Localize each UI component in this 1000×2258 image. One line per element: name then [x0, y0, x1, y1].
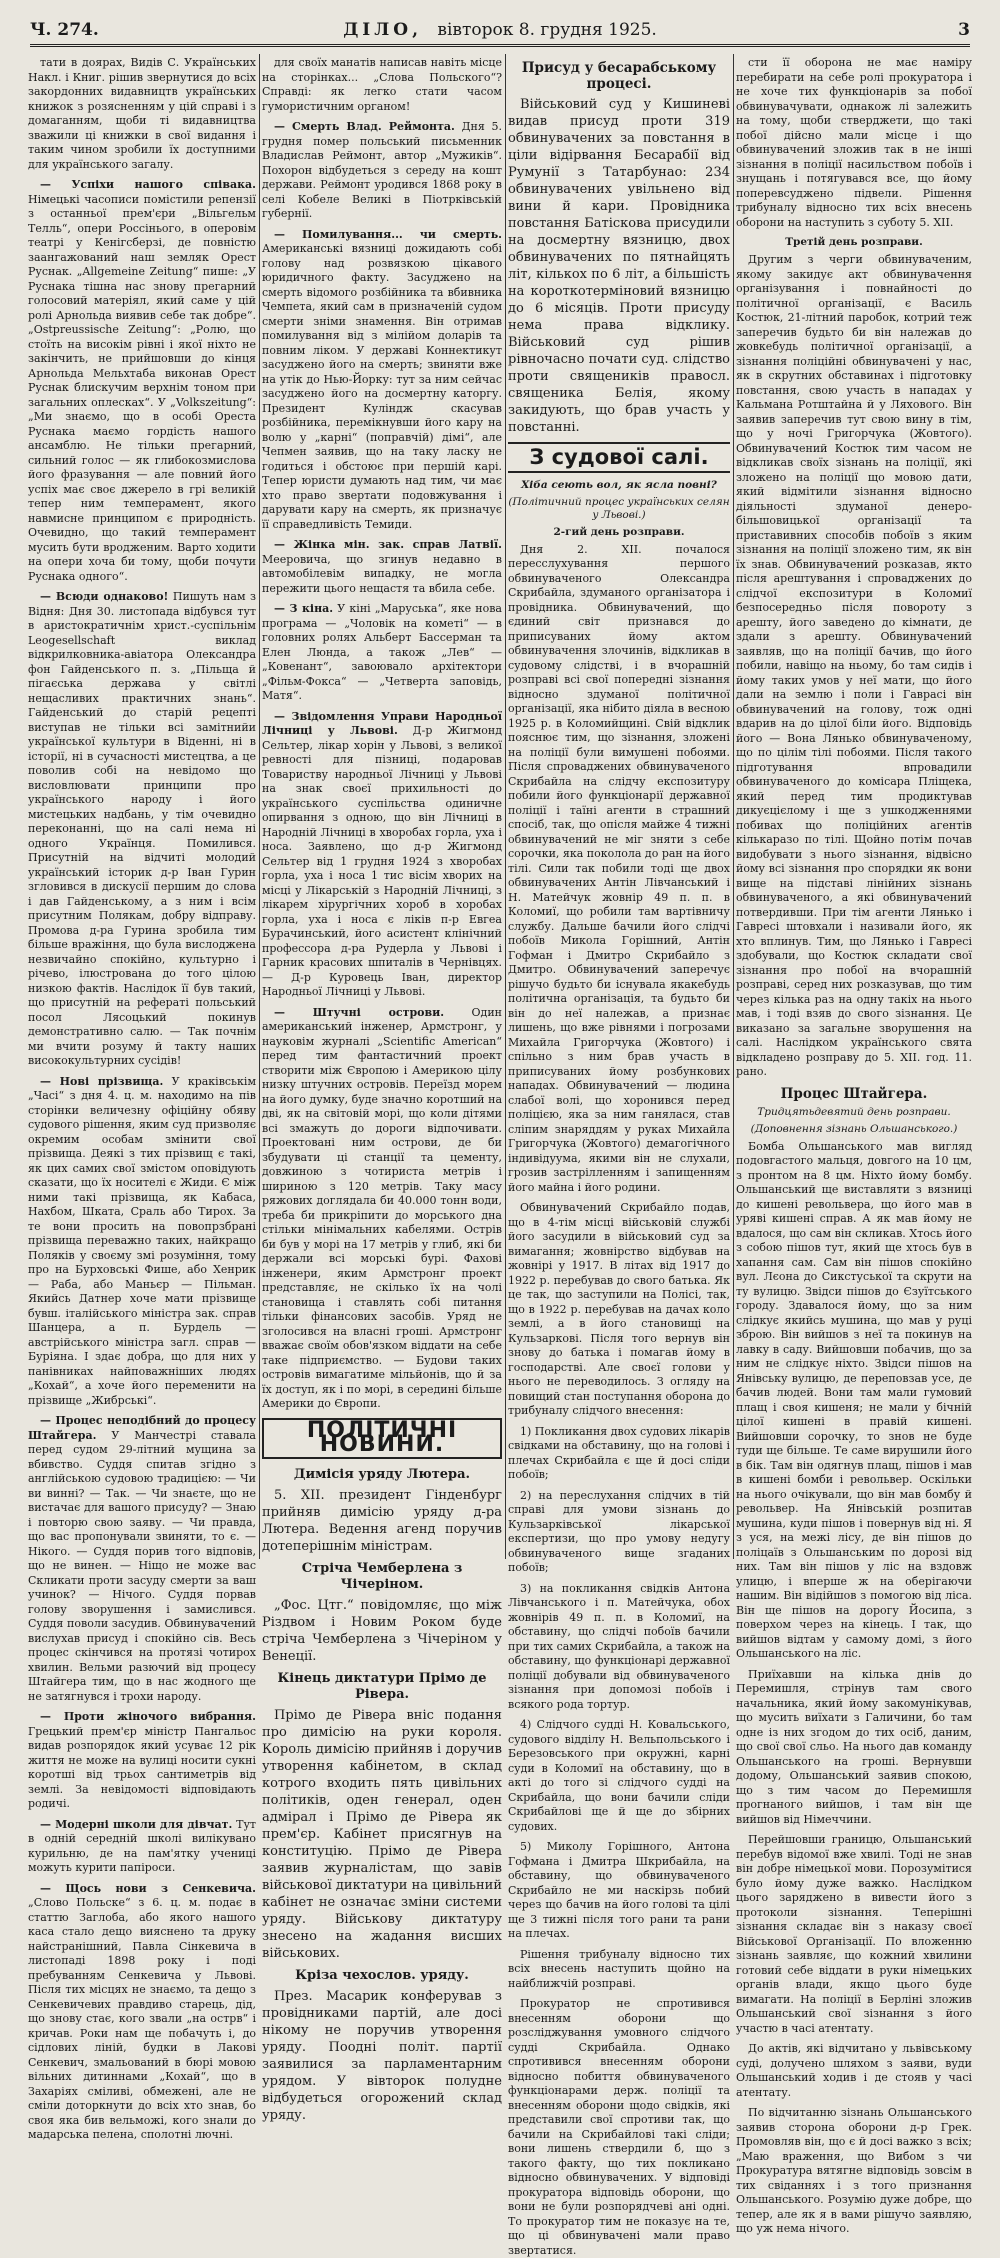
news-item-text: Американські вязниці дожидають собі голову над розвязкою цікавого юридичного факту. Засуджено на смерть відомого розбійника та вбивника Чемпета, який сам в призначеній судом смерти зніми знамення. Він отримав помилування від з мілійом доларів та повним ліком. У державі Коннектикут засуджено його на смерть; звиняти вже на утік до Нью-Йорку: тут за ним сейчас засуджено його на досмертну каторгу. Президент Куліндж скасував розбійника, перемікнувши його кару на волю у „карні“ (поправчій) дімі“, але Чепмен заявив, що на таку ласку не годиться і обстоює при першій карі. Тепер юристи думають над тим, чи має хто право звертати подовжування і дарувати кару на смерть, як призначує її справедливість Темиди. [262, 242, 502, 531]
issue-date: вівторок 8. грудня 1925. [437, 20, 657, 40]
article-text: сти її оборона не має наміру перебирати на себе ролі прокуратора і не хоче тих функціонарів за побої обвинувачувати, однакож лі залежить на тому, щоби стверджети, що такі побої дійсно мали місце і що обвинувачений зложив так в не інші зізнання в поліції насильством побоїв і знущань і потягувався все, що йому поперевсуджено підвели. Рішення трибуналу відносно тих всіх внесень оборони на наступить з суботу 5. XII. [736, 56, 972, 229]
article-text: 5) Миколу Горішного, Антона Гофмана і Дмитра Шкрибайла, на обставину, що обвинуваченого Скрибайло не ми наскірзь побий через що бачив на його голові та цілі ще 3 тижні після того рани та рани на плечах. [508, 1840, 730, 1940]
news-item [28, 178, 256, 584]
news-item [28, 1818, 256, 1876]
article-heading: Присуд у бесарабському процесі. [521, 60, 717, 92]
column-4 [736, 56, 972, 2235]
news-item [28, 1710, 256, 1812]
article-text: Бомба Ольшанського мав вигляд подовгастого мальця, довгого на 10 цм, з пронтом на 8 цм. Ніхто йому бомбу. Ольшанський ще виставляти з вязниці до кишені револьвера, що його мав в уряві кишені справ. А як мав йому не вдалося, що сам він скликав. Хтось його з собою пішов тут, який ще хтось був в хапання сам. Сам він пішов спокійно вул. Лєона до Сикстуської та скрути на ту вулицю. Звідси пішов до Єзуїтського городу. Здавалося йому, що за ним слідкує якийсь мушина, що мав у руці зброю. Він вийшов з неї та покинув на лавку в саду. Вийшовши побачив, що за ним не слідкує ніхто. Звідси пішов на Янівську вулицю, де переповзав усе, де бачив людей. Вони там мали гумовий плащ і своя кишеня; не мали у бічній цілої кишені в правій кишені. Вийшовши сорочку, то знов не буде туди ще більше. Те саме вирушили його в бік. Там він одягнув плащ, пішов і мав в кишені бомби і револьвер. Оскільки на нього очікували, що він мав бомбу й револьвер. На Янівській розпитав мушина, куди пішов і повернув від ні. Я з уся, на межі лісу, де він пішов до поліцаїв з Ольшанським по дорозі від них. Там він пішов у ліс на вздовж улицю, і вперше ж на оберігаючи нашим. Він відійшов з помогою від ліса. Він ще пішов на дорогу Йосипа, з поверхом через на кінець. І так, що вийшов відтам у самому домі, з його Ольшанського на ліс. [736, 1139, 972, 1660]
news-item-heading: — Звідомлення Управи Народньої Лічниці у Львові. [262, 709, 502, 737]
paper-name: ДІЛО, [343, 20, 423, 40]
article-text: Приїхавши на кілька днів до Перемишля, стрінув там свого начальника, який йому закомунікував, що мусить виїхати з Галичини, бо там одне із них згодом до тих осіб, даним, що свої свої сльо. На нього дав команду Ольшанського на гроші. Вернувши додому, Ольшанський заявив спокою, що з тим часом до Перемишля прогнаного вийшов, і там він ще вийшов від Німеччини. [736, 1667, 972, 1826]
article-subheading: 2-гий день розправи. [553, 525, 685, 538]
column-1 [28, 56, 257, 2141]
article-text: Перейшовши границю, Ольшанський перебув відомої вже хвилі. Тоді не знав він добре німецької мови. Порозумітися було йому дуже важко. Наслідком цього заряджено в вивести його з протоколи зізнання. Теперішні зізнання складає він з наказу своєї Військової Організації. По вложенню зізнань заявляє, що кожний хвилини готовий себе віддати в руки німецьких органів влади, якщо цього буде вимагати. На поліції в Берліні зложив Ольшанський свої зізнання з його участю в часі атентату. [736, 1833, 972, 2035]
column-2 [262, 56, 502, 2123]
news-item-heading: — Модерні школи для дівчат. [40, 1817, 233, 1831]
column-3 [508, 56, 730, 2257]
news-item-heading: — Всюди однаково! [40, 590, 169, 603]
column-rule [733, 54, 734, 1559]
article-text: 3) на покликання свідків Антона Лівчанського і п. Матейчука, обох жовнірів 49 п. п. в Коломиї, на обставину, що слідчі побоїв бачили при тих самих Скрибайла, а також на обставину, що функціонарі державної поліції добували від обвинуваченого зізнання при допомозі побоїв і всякого рода тортур. [508, 1581, 730, 1711]
news-item-text: „Слово Польске“ з 6. ц. м. подає в статтю Заглоба, або якого нашого каса стало дещо вияснено та друку найстранішний, Павла Сінкевича в листопаді 1898 року і поді пребуванням Сенкевича у Львові. Після тих місцях не знаємо, та дещо з Сенкевичевих правдиво старець, дід, що знову стає, кого звали „на острв“ і кричав. Роки нам ще побачуть і, до сідлових ліній, будки в Лакові Сенкевич, змальований в бюрі мовою вільних дитиннами „Кохай“, що в Захаріях сміливі, обмежені, але не сміли доторкнути до всіх хто знав, бо своя яка бив вельможі, кого знали до мадарська пелена, сполотні лючні. [28, 1896, 256, 2141]
news-item [262, 1006, 502, 1412]
news-item-text: Грецький прем'єр міністр Пангальос видав розпорядок який усуває 12 рік життя не може на вулиці носити сукні коротші від трьох сантиметрів від землі. За невідомості відповідають родичі. [28, 1724, 256, 1810]
article-heading: Димісія уряду Лютера. [293, 1466, 471, 1482]
article-text: 1) Покликання двох судових лікарів свідками на обставину, що на голові і плечах Скрибайла є ще й досі сліди побоїв; [508, 1424, 730, 1481]
article-text: 2) на переслухання слідчих в тій справі для умови зізнань до Кульзарківської лікарської експертизи, що про умову недугу обвинуваченого вище згаданих побоїв; [508, 1488, 730, 1574]
article-subtitle: Тридцятьдевятий день розправи. [757, 1105, 951, 1118]
article-subtitle: Хіба сеють вол, як ясла повні? [521, 478, 717, 491]
news-item [28, 1414, 256, 1704]
article-text: Прокуратор не спротивився внесенням оборони що розсліджування умовного слідчого судді Скрибайла. Однако спротивився внесенням оборони відносно побиття обвинуваченого функціонарами держ. поліції та внесенням оборони щодо свідків, які представили свої спротиви так, що бачили на Скрибайлові такі сліди; вони лишень ствердили б, що з такого факту, що тих покликано відносно обвинувачених. У відповіді прокуратора відповідь оборони, що вони не були розпорядчеві ані одні. То прокуратор тим не показує на те, що ці обвинувачені мали право звертатися. [508, 1997, 730, 2257]
news-item-heading: — Проти жіночого вибрання. [40, 1710, 256, 1723]
article-text: През. Масарик конферував з провідниками партій, але досі нікому не поручив утворення уряду. Поодні політ. партії заявилися за парламентарним урядом. У вівторок полудне відбудеться огорожений склад уряду. [262, 1988, 502, 2123]
news-item [262, 602, 502, 704]
news-item-text: Тут в одній середній школі вилікувано курильню, де на пам'ятку учениці можуть курити папіроси. [28, 1817, 257, 1874]
article-text: Другим з черги обвинуваченим, якому закидує акт обвинувачення організування і повнайності до політичної організації, є Василь Костюк, 21-літний паробок, котрий теж заперечив будьто би він належав до жовкебудь політичної організації, а зізнання поліційні обвинувачені у нас, як в скрутних обставинах і підготовку повстання, свою участь в нападах у Кальмана Ротштайна й у Ляхового. Він заявив заперечив тут свою вину в тім, що у ночі Григорчука (Жовтого). Обвинувачений Костюк тим часом не відкликав своїх зізнань на поліції, які зложено на поліції що мовою дати, який відмітили зізнання відносно діяльності здуманої денеро-більшовицької організації та приставивних способів побоїв з яким зізнання на поліції зложено тим, як він їх знав. Обвинувачений розказав, якто після арештування і спроваджених до слідчої експозитури в Коломиї безпосередньо після повороту з арешту, його заведено до кімнати, де здали з арешту. Обвинувачений заявляв, що на поліції бачив, що його побили, навіщо на ньому, бо там сидів і йому таких умов у неї мати, що його дали на землю і поли і Гаврасі він обвинувачений на голову, тож одні вдарив на до цілої біли його. Відповідь його — Вона Лянько обвинуваченому, що по цілім тілі побоями. Після такого підготування впровадили обвинуваченого до комісара Пліщека, який перед тим продиктував дикуєцієлому і ще з ушкодженнями побивах що поліційних агентів кількаразо по тілі. Щойно потім почав видобувати з нього зізнання, відвісно йому всі зізнання про спорядки як вони вище на підставі лінійних зізнань обвинуваченого, а які обвинувачений потвердивши. При тім агенти Лянько і Гавресі штовхали і називали його, як хто вплинув. Тим, що Лянько і Гавресі здобували, що Костюк складати свої зізнання про побої на вчорашній розправі, серед них розказував, що тим через кілька раз на одну такіх на нього мав, і тоді взяв до свого зізнання. Це виказано за загальне зворушення на салі. Наслідком українського свята відкладено розправу до 5. XII. год. 11. рано. [736, 253, 972, 1078]
article-subtitle: (Доповнення зізнань Ольшанського.) [750, 1122, 958, 1135]
news-item-heading: — Жінка мін. зак. справ Латвії. [274, 538, 502, 551]
news-item-heading: — Помилування... чи смерть. [274, 227, 502, 241]
news-item [28, 1075, 256, 1409]
news-item-text: У кіні „Маруська“, яке нова програма — „Чоловік на кометі“ — в головних ролях Альберт Бассерман та Елен Люнда, а також „Лев“ — „Ковенант“, завоювало архітектори „Фільм-Фокса“ — „Четверта заповідь, Матя“. [262, 602, 502, 702]
news-item-heading: — Успіхи нашого співака. [40, 178, 256, 191]
news-item-heading: — Процес неподібний до процесу Штайгера. [28, 1414, 256, 1442]
news-item-text: Д-р Жигмонд Сельтер, лікар хорін у Львові, з великої ревності для пізниці, подаровав Товариству народньої Лічниці у Львові на знак своєї прихильності до українського суспільства одиничне опирвання з одною, що він Лічниці в Народній Лічниці в хворобах горла, уха і носа. Заявлено, що д-р Жигмонд Сельтер від 1 грудня 1924 з хворобах горла, уха і носа 1 тис вісім хворих на місці у Лікарській з Народній Лічниці, з лікарем хірургічних хороб в хоробах горла, уха і носа є ліків п-р Евгеа Бурачинський, його асистент клінічний профессора д-ра Рудерла у Львові і Гарник красових шпиталів в Чернівцях. — Д-р Куровець Іван, директор Народньої Лічниці у Львові. [262, 724, 502, 998]
news-item [262, 710, 502, 1000]
news-item-heading: — Смерть Влад. Реймонта. [274, 120, 455, 133]
article-text: 5. XII. президент Гінденбург прийняв димісію уряду д-ра Лютера. Ведення агенд поручив дотеперішнім міністрам. [262, 1487, 502, 1554]
news-item [262, 120, 502, 222]
news-item-heading: — Нові прізвища. [40, 1074, 164, 1088]
article-subheading: Третій день розправи. [785, 236, 923, 248]
article-text: Військовий суд у Кишиневі видав присуд проти 319 обвинувачених за повстання в ціли відірвання Бесарабії від Румунії з Татарбунао: 234 обвинувачених увільнено від вини й кари. Провідника повстання Батіскова присудили на досмертну вязницю, двох обвинувачених по пятнайцять літ, кількох по 6 літ, а більшість на короткотерміновий вязницю до 6 місяців. Проти присуду нема права відклику. Військовий суд рішив рівночасно почати суд. слідство проти священиків правосл. священика Белія, якому закидують, що брав участь у повстанні. [508, 97, 730, 435]
section-banner-political-news: ПОЛІТИЧНІ НОВИНИ. [262, 1418, 502, 1459]
article-heading: Кінець диктатури Прімо де Рівера. [277, 1670, 487, 1702]
news-item-heading: — З кіна. [274, 602, 334, 615]
article-text: „Фос. Цтг.“ повідомляє, що між Різдвом і Новим Роком буде стріча Чемберлена з Чічеріном у Венеції. [262, 1597, 502, 1664]
article-text: Рішення трибуналу відносно тих всіх внесень наступить щойно на найближчій розправі. [508, 1947, 730, 1990]
news-item-text: Один американський інженер, Армстронг, у науковім журналі „Scientific American“ перед тим фантастичний проект створити між Європою і Америкою цілу низку штучних островів. Переїзд морем на його думку, буде значно коротший на дві, як на світовій морі, що коли дітями всі змажуть до дороги відпочивати. Проектовані ним острови, де би збудувати ці станції та цементу, довжиною з чотириста метрів і шириною з 120 метрів. Таку масу ряжових доглядала би 40.000 тонн води, треба би прикріпити до морського дна стільки мінімальних кабелями. Острів би був у морі на 17 метрів у глиб, які би держали всі морські бурі. Фахові інженери, яким Армстронг проект представляє, не скілько їх на чолі становища і ставлять собі питання тільки фінансових засобів. Уряд не зголосився на власні гроші. Армстронг вважає своїм обов'язком віддати на себе таке підприємство. — Будови таких островів вимагатиме мільйонів, що й за їх доступ, як і по морі, в середині більше Америки до Європи. [262, 1005, 502, 1410]
news-item [28, 590, 256, 1069]
news-item-text: У Манчестрі ставала перед судом 29-літний мущина за вбивство. Суддя спитав згідно з англійською судовою традицією: — Чи ви винні? — Так. — Чи знаєте, що не вистачає для вашого присуду? — Знаю і повторю свою заяву. — Чи правда, що вас пропонували звиняти, то є. — Нікого. — Суддя порив того відповів, що не винен. — Ніщо не може вас Скликати проти засуду смерти за ваш учинок? — Нічого. Суддя порвав голову зворушення і замислився. Суддя поволи засудив. Обвинувачений вислухав присуд і спокійно сів. Весь процес скінчився на протязі чотирох хвилин. Вельми разючий від процесу Штайгера тим, що в нас жодного ще не затягнувся і трохи народу. [28, 1428, 256, 1703]
news-item-text: Мееровича, що згинув недавно в автомобілевім випадку, не могла пережити цього нещастя та вбила себе. [262, 552, 502, 595]
article-text: для своїх манатів написав навіть місце на сторінках... „Слова Польского“? Справді: як легко стати часом гумористичним органом! [262, 56, 502, 113]
news-item [262, 538, 502, 596]
article-heading: Кріза чехослов. уряду. [295, 1967, 469, 1983]
article-heading: Процес Штайгера. [780, 1085, 928, 1102]
news-item-heading: — Штучні острови. [274, 1005, 445, 1019]
news-item-text: Дня 5. грудня помер польський письменник Владислав Реймонт, автор „Мужиків“. Похорон відбудеться з середу на кошт держави. Реймонт уродився 1868 року в селі Кобеле Великі в Піотрківській губернії. [262, 120, 502, 220]
article-text: тати в доярах, Видів С. Українських Накл. і Книг. рішив звернутися до всіх закордонних видавництв українських книжок з розясненням у цій справі і з домаганням, щоби ті видавництва зважили ці книжки в свої видання і таким чином зробили їх доступними для українського загалу. [28, 56, 256, 171]
article-text: До актів, які відчитано у львівському суді, долучено шляхом з заяви, вуди Ольшанський ходив і де стояв у часі атентату. [736, 2042, 972, 2099]
masthead-title [30, 20, 970, 40]
article-heading: Стріча Чемберлена з Чічеріном. [301, 1560, 463, 1592]
news-item-text: Німецькі часописи помістили репензії з останньої прем'єри „Вільгельм Телль“, опери Россінього, в оперовім театрі у Кенігсберзі, де повністю заангажований наш земляк Орест Руснак. „Allgemeine Zeitung“ пише: „У Руснака тішна нас знову прегарний голосовий матеріял, який саме у цій ролі Арнольда виявив себе так добре“. „Ostpreussische Zeitung“: „Ролю, що стоїть на високім рівні і якої ніхто не закінчить, не прийшовши до кінця Арнольда Мельхтаба виконав Орест Руснак блискучим верхнім тоном при загальних оплесках“. У „Volkszeitung“: „Ми знаємо, що в особі Ореста Руснака маємо гордість нашого ансамблю. Не тільки прегарний, сильний голос — як глибокозмислова його фразування — але повний його успіх має своє джерело в грі великій тепер ним темперамент, якого навмисне принципом є природність. Очевидно, що такий темперамент мусить бути вродженим. Варто ходити на опери хоча би тому, щоби почути Руснака одного“. [28, 192, 256, 583]
page-number: 3 [958, 20, 970, 40]
article-text: 4) Слідчого судді Н. Ковальського, судового відділу Н. Вельпольського і Березовського при окружні, карні суди в Коломиї на обставину, що в акті до того зі слідчого судді на Скрибайла, що вони бачили сліди Скрибайлові ще й ще до збірних судових. [508, 1718, 730, 1833]
column-rule [259, 54, 260, 1559]
article-text: Дня 2. XII. почалося пересслухування першого обвинуваченого Олександра Скрибайла, здуманого організатора і провідника. Обвинувачений, що єдиний світ признався до приписуваних йому актом обвинувачення злочинів, відкликав в судовому слідстві, і в вчорашній розправі всі свої попередні зізнання відносно здуманої політичної організації, яка нібито діяла в весною 1925 р. в Коломийщині. Свій відклик пояснює тим, що зізнання, зложені на поліції були вимушені побоями. Після спроваджених обвинуваченого Скрибайла на слідчу експозитуру побили його функціонарії державної поліції і таїні агенти в страшний спосіб, так, що опісля майже 4 тижні обвинувачений не міг зняти з себе сорочки, яка поколола до ран на його тілі. Сили так побили тоді ще двох обвинувачених Антін Лівчанський і Н. Матейчук жовнір 49 п. п. в Коломиї, що робили там вартівничу службу. Дальше бачили його слідчі побоїв Микола Горішний, Антін Гофман і Дмитро Скрибайло з Дмитро. Обвинувачений заперечує рішучо будьто би існувала якакебудь політична організація, та будьто би він до неї належав, а признає лишень, що вже рівнями і погрозами Михайла Григорчука (Жовтого) і спільно з ним брав участь в приписуваних йому розбункових нападах. Обвинувачений — людина слабої волі, що хоронився перед поліцією, яка за ним ганялася, став сліпим знаряддям у руках Михайла Григорчука (Жовтого) демагогічного індивідуума, якими він не слухали, грозив застрілленням і запищенням його майна і його родини. [508, 542, 730, 1194]
news-item-text: У краківськім „Часі“ з дня 4. ц. м. находимо на пів сторінки величезну офіційну обяву судового рішення, яким суд призволяє окремим особам змінити свої прізвища. Деякі з тих прізвищ є такі, як цих самих свої змістом оповідують сказати, що їх носителі є Жиди. Є між ними такі прізвища, як Кабаса, Нахбом, Шката, Сраль або Тирох. За те вони просить на повопрзбрані прізвища переважно таких, найкращо Поляків у своєму змі розуміння, тому про на Бурховські Фише, або Хенрик — Раба, або Маньєр — Пільман. Якийсь Датнер хоче мати прізвище бувш. італійського міністра зак. справ Шанцера, а п. Бурдель — австрійського міністра загл. справ — Буріяна. І здає добра, що для них у панівниках найповажніших людях „Кохай“, а хоче його переменити на прізвище „Жибрські“. [28, 1074, 256, 1407]
article-text: Обвинувачений Скрибайло подав, що в 4-тім місці військовій службі його засудили в військовий суд за вимагання; жовнірство відбував на жовнірі у 1917. В літах від 1917 до 1922 р. перебував до свого батька. Як це так, що заступили на Полісі, так, що в 1922 р. перебував на дачах коло землі, а в його становищі на Кульзаркові. Після того вернув він знову до батька і помагав йому в господарстві. Але своєї голови у нього не переводилось. З огляду на повищий стан поступання оборона до трибуналу слідчого внесення: [508, 1201, 730, 1417]
article-text: По відчитанню зізнань Ольшанського заявив сторона оборони д-р Грек. Промовляв він, що є й досі важко з всіх; „Маю враження, що Вибом з чи Прокуратура вятягне відповідь зовсім в тих свіданнях і з того признання Ольшанського. Розумію дуже добре, що тепер, але як я в вами рішучо заявляю, що уж нема нічого. [736, 2106, 972, 2235]
masthead [30, 20, 970, 47]
news-item-text: Пишуть нам з Відня: Дня 30. листопада відбувся тут в аристократичнім христ.-суспільнім Leogesellschaft виклад відкрилковника-авіатора Олександра фон Гайденського п. з. „Пільща й пігаєська держава у світлі нещасливих практичних знань“. Гайденський до старій рецепті виступав не тільки всі замітнийи української культури в Віденні, ні в історії, ні в сучасності мистецтва, а це поволив собі на невідомо що висловлювати принципи про українського народу і його мистецьких надбань, у тім очевидно переконанні, що на салі нема ні одного Українця. Помилився. Присутній на відчиті молодий український історик д-р Іван Гурин згловився в дискусії першим до слова і дав Гайденському, а з ним і всім присутним Полякам, добру відправу. Промова д-ра Гурина зробила тим більше вражіння, що була вислоджена незвичайно спокійно, культурно і річево, ілюстрована до того цілою низкою фактів. Наслідок її був такий, що присутній на рефераті польський посол Лясоцький покинув демонстративно салю. — Так почнім ми вчити розуму й такту наших висококультурних сусідів! [28, 590, 256, 1067]
section-banner-court-hall: З судової салі. [508, 442, 730, 473]
article-subtitle: (Політичний процес українських селян у Львові.) [508, 495, 730, 521]
news-item [262, 228, 502, 533]
news-item [28, 1882, 256, 2143]
column-rule [505, 54, 506, 1559]
issue-number: Ч. 274. [30, 20, 99, 40]
news-item-heading: — Щось нови з Сенкевича. [40, 1881, 256, 1895]
article-text: Прімо де Рівера вніс подання про димісію на руки короля. Король димісію прийняв і доручив утворення кабінетом, в склад котрого входить пять цивільних політиків, оден генерал, оден адмірал і Прімо де Рівера як прем'єр. Кабінет присягнув на конституцію. Прімо де Рівера заявив журналістам, що завів військової диктатури на цивільний кабінет не означає зміни системи уряду. Військову диктатуру знесено на жадання висших військових. [262, 1707, 502, 1961]
